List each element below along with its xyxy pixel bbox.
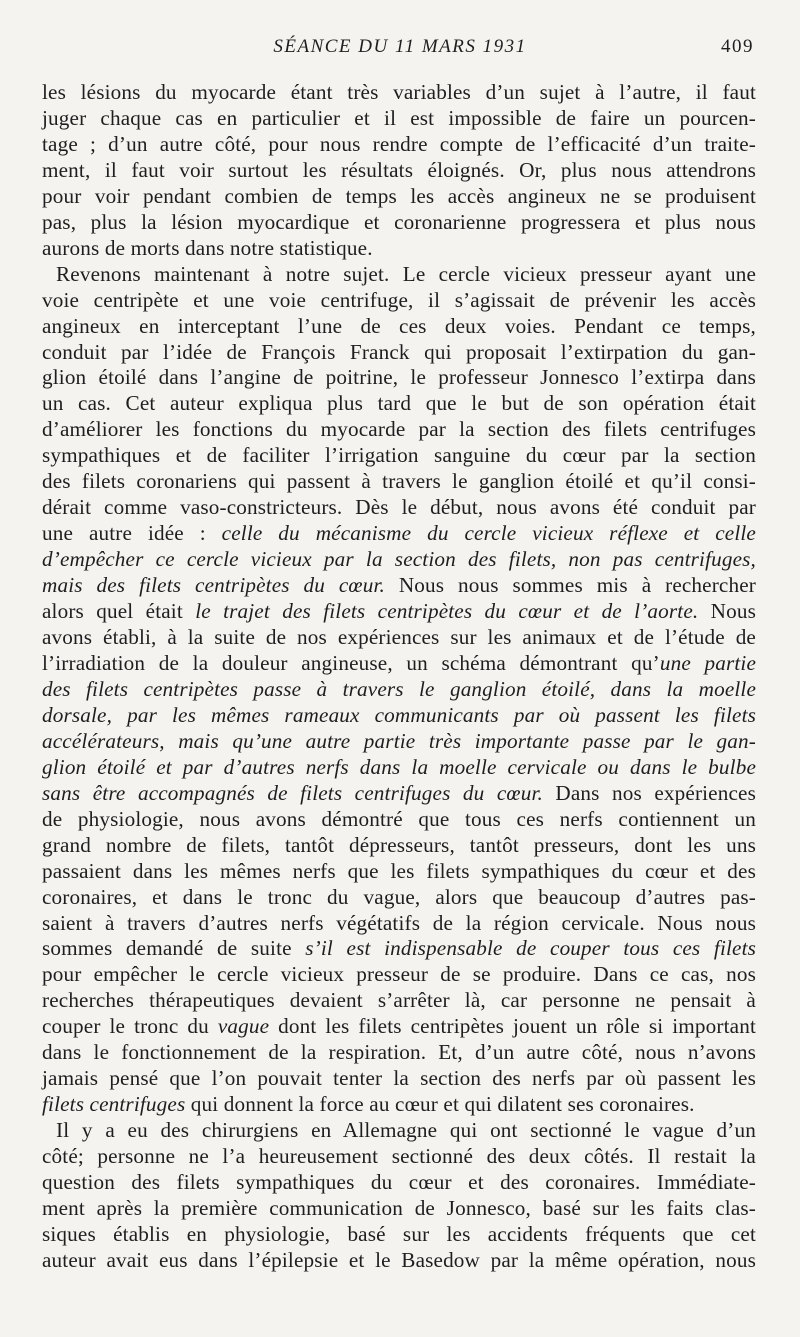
text-segment: question des filets sympathiques du cœur et des coronaires. Immédiate- <box>42 1170 756 1195</box>
text-segment: sommes demandé de suite <box>42 936 306 961</box>
text-segment: pour empêcher le cercle vicieux presseur de se produire. Dans ce cas, nos <box>42 962 756 987</box>
text-segment: pour voir pendant combien de temps les accès angineux ne se produisent <box>42 183 756 208</box>
body-text <box>42 80 756 1274</box>
text-segment: dans le fonctionnement de la respiration. Et, d’un autre côté, nous n’avons <box>42 1040 756 1065</box>
text-segment: Nous <box>698 599 756 624</box>
text-segment: juger chaque cas en particulier et il est impossible de faire un pourcen- <box>42 105 756 130</box>
text-line <box>42 807 756 833</box>
text-line <box>42 314 756 340</box>
text-line <box>42 391 756 417</box>
text-line <box>42 651 756 677</box>
text-line <box>42 1196 756 1222</box>
text-line <box>42 781 756 807</box>
italic-segment: s’il est indispensable de couper tous ces filets <box>305 936 756 961</box>
page-number: 409 <box>721 36 754 57</box>
italic-segment: vague <box>217 1014 270 1039</box>
text-line <box>42 599 756 625</box>
text-segment: recherches thérapeutiques devaient s’arrêter là, car personne ne pensait à <box>42 988 756 1013</box>
text-segment: une autre idée : <box>42 521 222 546</box>
text-line <box>42 469 756 495</box>
text-segment: dérait comme vaso-constricteurs. Dès le début, nous avons été conduit par <box>42 495 756 520</box>
text-line <box>42 210 756 236</box>
text-segment: un cas. Cet auteur expliqua plus tard que le but de son opération était <box>42 391 756 416</box>
text-line <box>42 1118 756 1144</box>
text-segment: les lésions du myocarde étant très variables d’un sujet à l’autre, il faut <box>42 80 756 104</box>
text-line <box>42 340 756 366</box>
text-line <box>42 833 756 859</box>
italic-segment: celle du mécanisme du cercle vicieux réflexe et celle <box>221 521 756 546</box>
text-line <box>42 1144 756 1170</box>
text-segment: l’irradiation de la douleur angineuse, un schéma démontrant qu’ <box>42 650 660 675</box>
text-line <box>42 262 756 288</box>
text-line <box>42 885 756 911</box>
text-segment: Nous nous sommes mis à rechercher <box>384 573 756 598</box>
text-line <box>42 184 756 210</box>
text-line <box>42 1248 756 1274</box>
text-segment: côté; personne ne l’a heureusement sectionné des deux côtés. Il restait la <box>42 1144 756 1169</box>
text-segment: sympathiques et de faciliter l’irrigation sanguine du cœur par la section <box>42 443 756 468</box>
text-segment: pas, plus la lésion myocardique et coronarienne progressera et plus nous <box>42 209 756 234</box>
text-segment: Revenons maintenant à notre sujet. Le cercle vicieux presseur ayant une <box>56 261 756 286</box>
text-line <box>42 236 756 262</box>
text-segment: glion étoilé dans l’angine de poitrine, le professeur Jonnesco l’extirpa dans <box>42 365 756 390</box>
text-line <box>42 1014 756 1040</box>
italic-segment: mais des filets centripètes du cœur. <box>42 573 385 598</box>
text-line <box>42 729 756 755</box>
text-line <box>42 417 756 443</box>
text-line <box>42 625 756 651</box>
text-segment: auteur avait eus dans l’épilepsie et le Basedow par la même opération, nous <box>42 1247 756 1272</box>
text-segment: aurons de morts dans notre statistique. <box>42 235 373 260</box>
text-segment: qui donnent la force au cœur et qui dilatent ses coronaires. <box>185 1092 695 1117</box>
text-line <box>42 365 756 391</box>
text-line <box>42 106 756 132</box>
text-segment: siques établis en physiologie, basé sur les accidents fréquents que cet <box>42 1221 756 1246</box>
text-segment: tage ; d’un autre côté, pour nous rendre compte de l’efficacité d’un traite- <box>42 131 756 156</box>
text-segment: conduit par l’idée de François Franck qui proposait l’extirpation du gan- <box>42 339 756 364</box>
text-segment: angineux en interceptant l’une de ces deux voies. Pendant ce temps, <box>42 313 756 338</box>
text-segment: saient à travers d’autres nerfs végétatifs de la région cervicale. Nous nous <box>42 910 756 935</box>
text-segment: coronaires, et dans le tronc du vague, alors que beaucoup d’autres pas- <box>42 884 756 909</box>
italic-segment: d’empêcher ce cercle vicieux par la section des filets, non pas centrifuges, <box>42 547 756 572</box>
text-line <box>42 1040 756 1066</box>
text-segment: avons établi, à la suite de nos expériences sur les animaux et de l’étude de <box>42 625 756 650</box>
text-segment: couper le tronc du <box>42 1014 218 1039</box>
text-segment: alors quel était <box>42 599 196 624</box>
text-line <box>42 132 756 158</box>
text-line <box>42 1222 756 1248</box>
text-line <box>42 936 756 962</box>
text-segment: ment après la première communication de Jonnesco, basé sur les faits clas- <box>42 1195 756 1220</box>
italic-segment: filets centrifuges <box>42 1092 186 1117</box>
text-segment: Dans nos expériences <box>542 780 756 805</box>
italic-segment: des filets centripètes passe à travers le ganglion étoilé, dans la moelle <box>42 676 756 701</box>
text-line <box>42 573 756 599</box>
text-segment: Il y a eu des chirurgiens en Allemagne qui ont sectionné le vague d’un <box>56 1118 756 1143</box>
text-line <box>42 521 756 547</box>
running-header <box>42 36 758 66</box>
text-line <box>42 1066 756 1092</box>
text-line <box>42 859 756 885</box>
text-segment: dont les filets centripètes jouent un rôle si important <box>269 1014 756 1039</box>
italic-segment: le trajet des filets centripètes du cœur et de l’aorte. <box>195 599 699 624</box>
italic-segment: une partie <box>659 650 756 675</box>
text-segment: voie centripète et une voie centrifuge, il s’agissait de prévenir les accès <box>42 287 756 312</box>
text-line <box>42 547 756 573</box>
italic-segment: dorsale, par les mêmes rameaux communicants par où passent les filets <box>42 702 756 727</box>
text-segment: de physiologie, nous avons démontré que tous ces nerfs contiennent un <box>42 806 756 831</box>
text-line <box>42 443 756 469</box>
text-segment: d’améliorer les fonctions du myocarde par la section des filets centrifuges <box>42 417 756 442</box>
text-line <box>42 288 756 314</box>
text-line <box>42 158 756 184</box>
text-segment: passaient dans les mêmes nerfs que les filets sympathiques du cœur et des <box>42 858 756 883</box>
text-segment: jamais pensé que l’on pouvait tenter la section des nerfs par où passent les <box>42 1066 756 1091</box>
italic-segment: accélérateurs, mais qu’une autre partie très importante passe par le gan- <box>42 728 756 753</box>
header-title: SÉANCE DU 11 MARS 1931 <box>273 36 527 57</box>
text-line <box>42 911 756 937</box>
text-line <box>42 703 756 729</box>
text-line <box>42 1092 756 1118</box>
text-line <box>42 1170 756 1196</box>
text-line <box>42 677 756 703</box>
italic-segment: glion étoilé et par d’autres nerfs dans la moelle cervicale ou dans le bulbe <box>42 754 756 779</box>
text-segment: grand nombre de filets, tantôt dépresseurs, tantôt presseurs, dont les uns <box>42 832 756 857</box>
text-line <box>42 495 756 521</box>
text-line <box>42 988 756 1014</box>
text-line <box>42 962 756 988</box>
italic-segment: sans être accompagnés de filets centrifuges du cœur. <box>42 780 543 805</box>
text-line <box>42 80 756 106</box>
text-segment: ment, il faut voir surtout les résultats éloignés. Or, plus nous attendrons <box>42 157 756 182</box>
text-line <box>42 755 756 781</box>
text-segment: des filets coronariens qui passent à travers le ganglion étoilé et qu’il consi- <box>42 469 756 494</box>
